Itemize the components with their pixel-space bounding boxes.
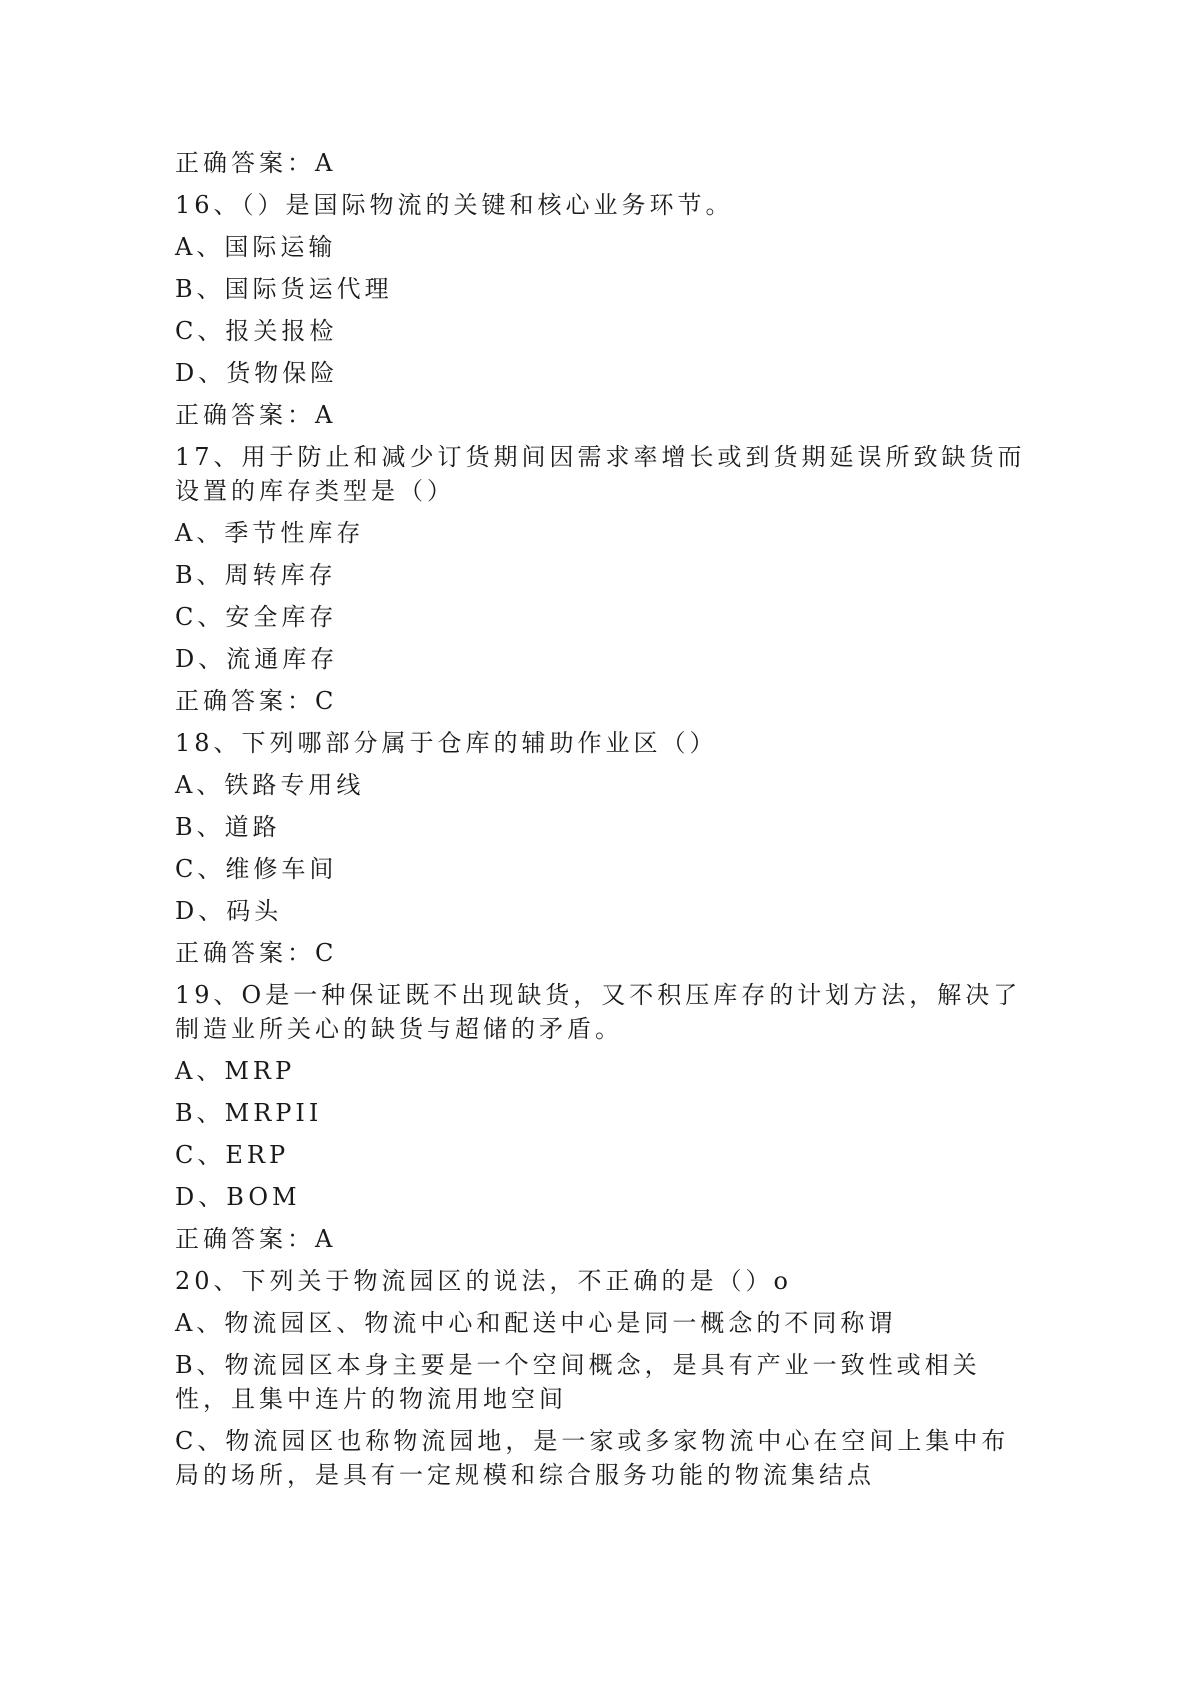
option-line: C、报关报检 — [175, 317, 338, 345]
question-18: 18、下列哪部分属于仓库的辅助作业区（） — [175, 729, 718, 757]
question-16: 16、（）是国际物流的关键和核心业务环节。 — [175, 191, 734, 219]
option-line: A、季节性库存 — [175, 519, 365, 547]
option-line: D、BOM — [175, 1183, 301, 1211]
question-19: 19、O是一种保证既不出现缺货，又不积压库存的计划方法，解决了制造业所关心的缺货与超储的矛盾。 — [175, 981, 1022, 1043]
option-line: A、物流园区、物流中心和配送中心是同一概念的不同称谓 — [175, 1309, 897, 1337]
question-20: 20、下列关于物流园区的说法，不正确的是（）o — [175, 1267, 792, 1295]
option-line: C、维修车间 — [175, 855, 338, 883]
answer-line: 正确答案：C — [175, 939, 338, 967]
option-line: D、货物保险 — [175, 359, 339, 387]
option-line: C、安全库存 — [175, 603, 338, 631]
option-line: B、周转库存 — [175, 561, 337, 589]
answer-line: 正确答案：A — [175, 401, 337, 429]
option-line: A、国际运输 — [175, 233, 337, 261]
option-line: C、物流园区也称物流园地，是一家或多家物流中心在空间上集中布局的场所，是具有一定规模和综合服务功能的物流集结点 — [175, 1427, 1010, 1489]
answer-line: 正确答案：C — [175, 687, 338, 715]
answer-line: 正确答案：A — [175, 1225, 337, 1253]
answer-line: 正确答案：A — [175, 149, 337, 177]
option-line: B、道路 — [175, 813, 281, 841]
question-17: 17、用于防止和减少订货期间因需求率增长或到货期延误所致缺货而设置的库存类型是（） — [175, 443, 1026, 505]
option-line: D、流通库存 — [175, 645, 339, 673]
option-line: B、MRPII — [175, 1099, 323, 1127]
document-page — [175, 146, 1035, 1500]
option-line: D、码头 — [175, 897, 283, 925]
option-line: B、国际货运代理 — [175, 275, 393, 303]
option-line: C、ERP — [175, 1141, 290, 1169]
option-line: A、铁路专用线 — [175, 771, 365, 799]
option-line: A、MRP — [175, 1057, 296, 1085]
option-line: B、物流园区本身主要是一个空间概念，是具有产业一致性或相关性，且集中连片的物流用地空间 — [175, 1351, 981, 1413]
